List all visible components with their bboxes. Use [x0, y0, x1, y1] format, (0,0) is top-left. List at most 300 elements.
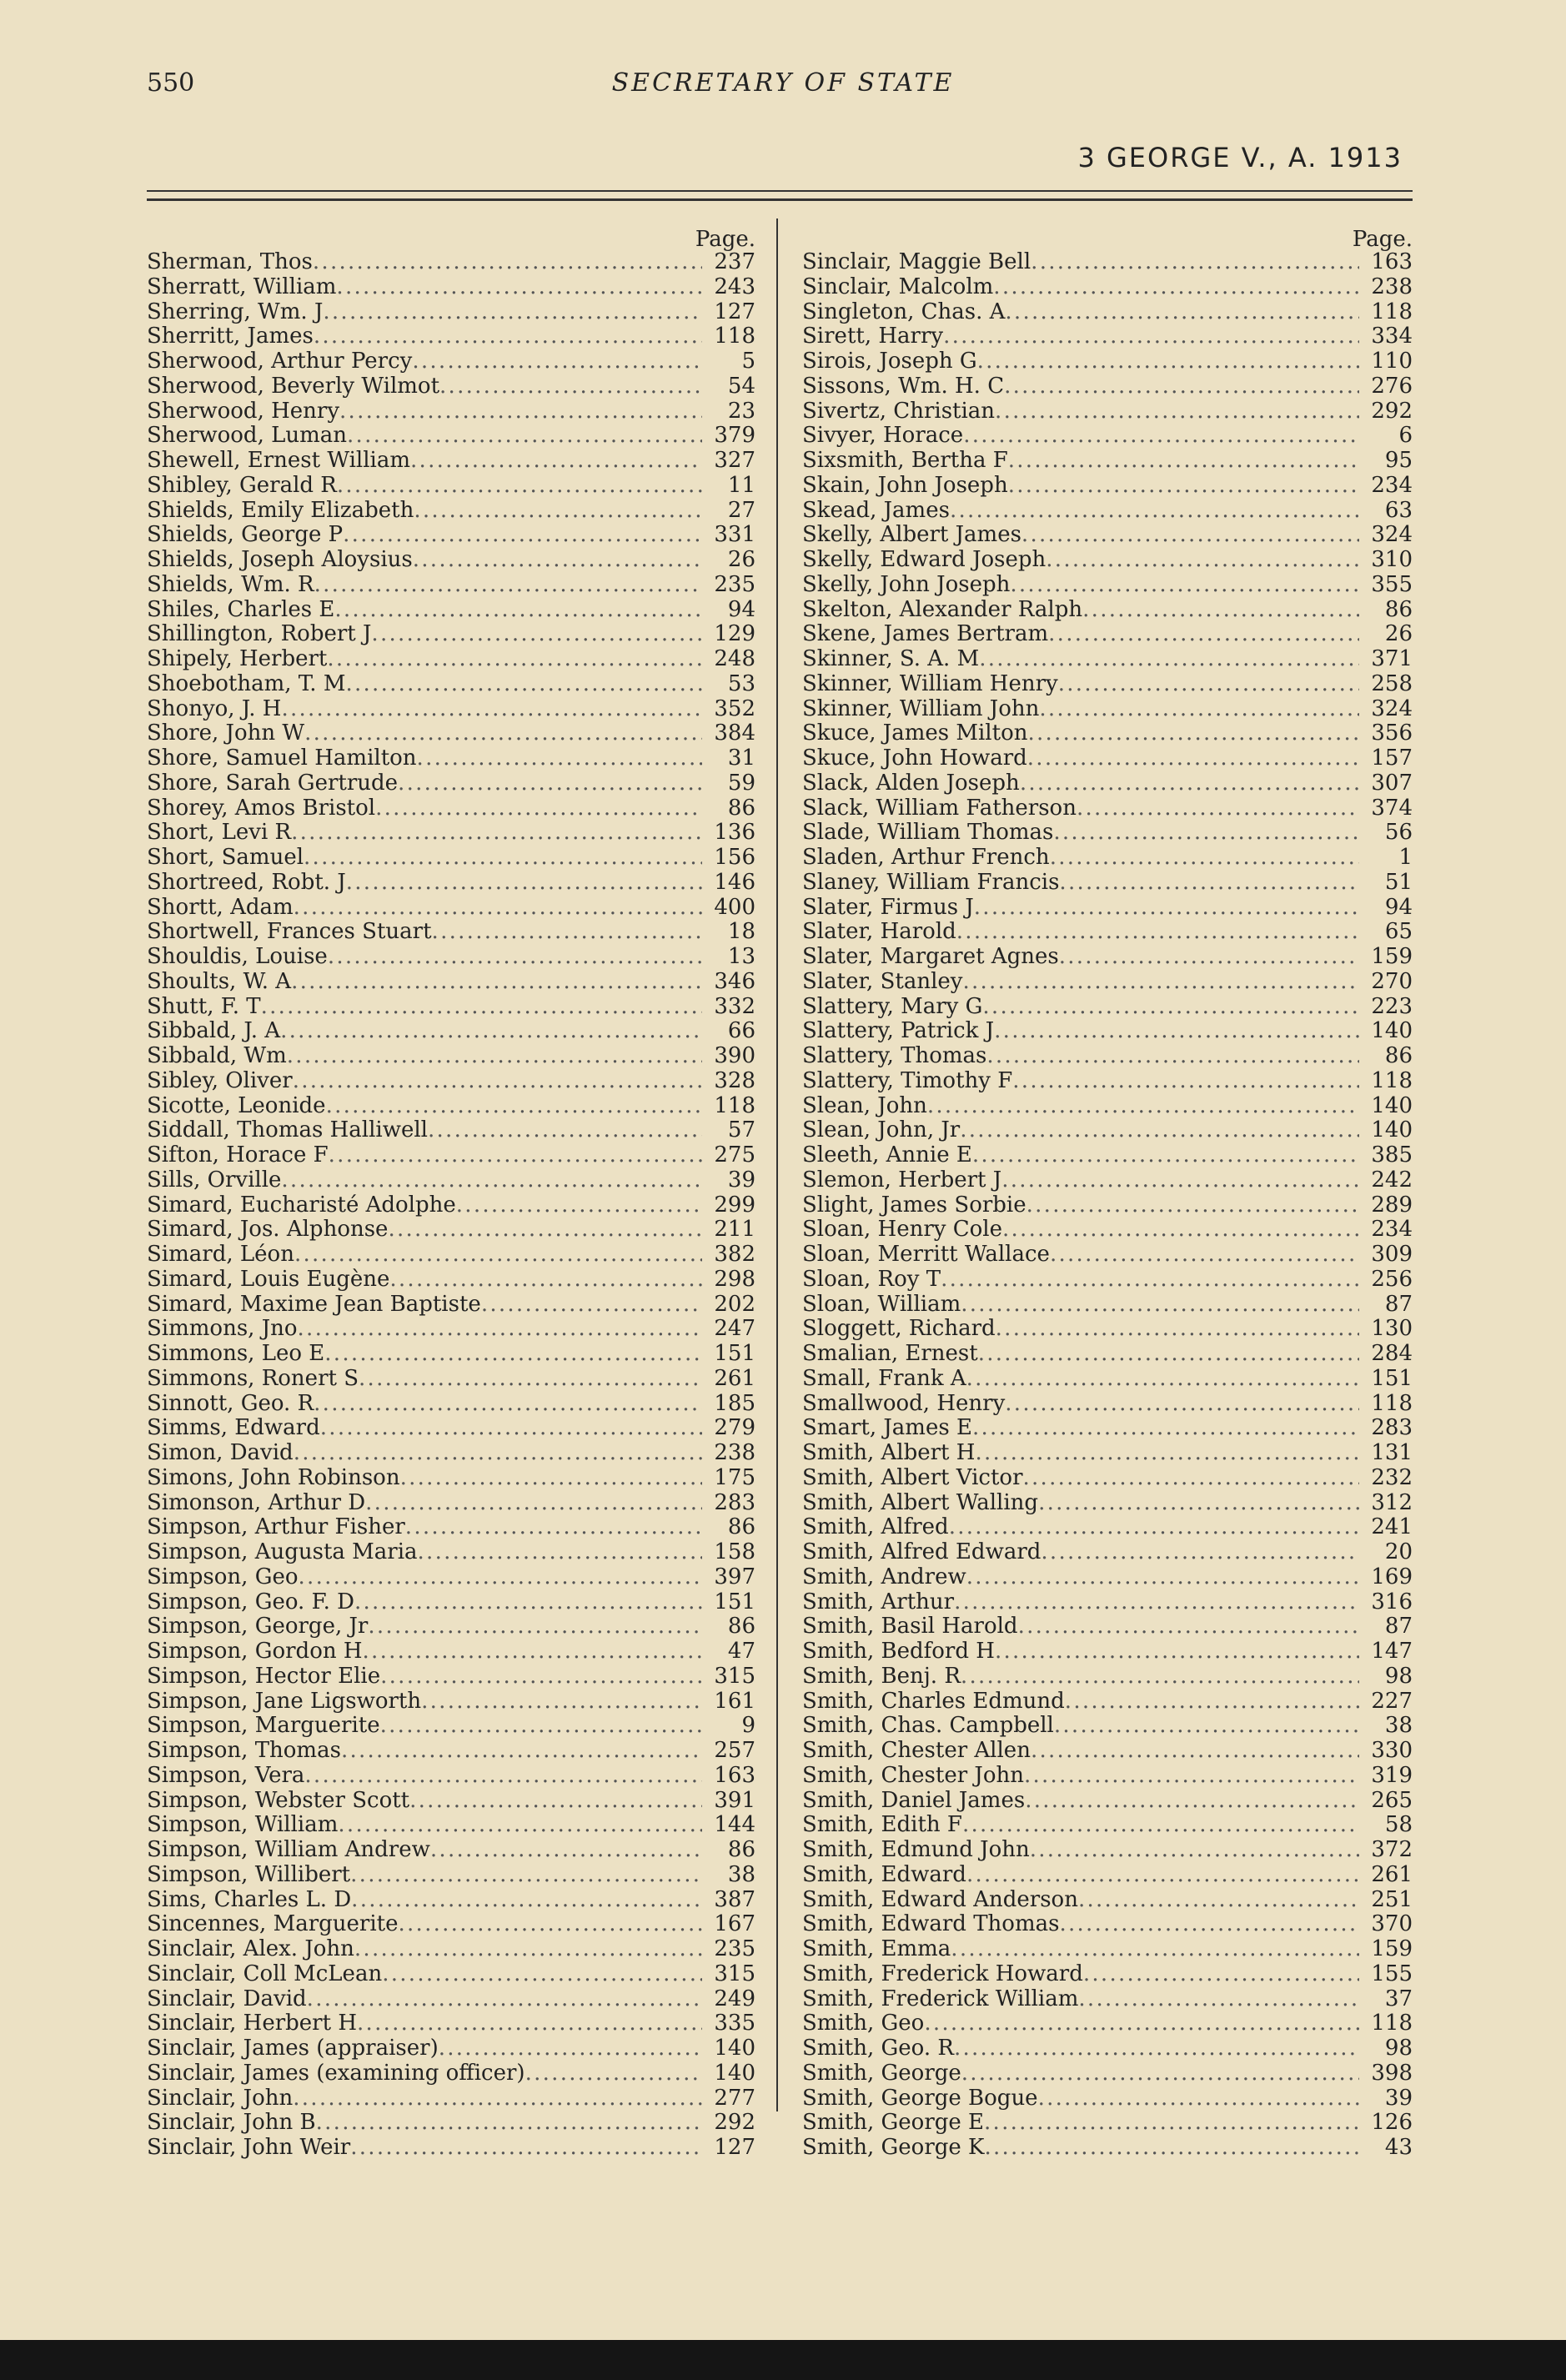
entry-name: Smart, James E [802, 1415, 972, 1441]
entry-page: 131 [1371, 1440, 1413, 1465]
leader-dots [1005, 300, 1359, 325]
entry-name: Shields, Wm. R [147, 571, 314, 597]
entry-name: Skelly, John Joseph [802, 571, 1011, 597]
entry-page: 118 [714, 1092, 755, 1118]
index-entry [147, 821, 755, 846]
entry-name: Slean, John, Jr [802, 1117, 961, 1143]
entry-name: Sinclair, Alex. John [147, 1936, 354, 1961]
leader-dots [1053, 821, 1359, 846]
index-entry [147, 2061, 755, 2086]
leader-dots [432, 920, 702, 945]
header-rule-double [147, 198, 1413, 201]
entry-page: 87 [1384, 1291, 1413, 1317]
leader-dots [966, 1367, 1359, 1392]
index-entry [147, 1293, 755, 1318]
entry-name: Smith, Frederick Howard [802, 1961, 1083, 1986]
entry-name: Shouldis, Louise [147, 944, 328, 969]
entry-name: Sicotte, Leonide [147, 1092, 326, 1118]
entry-name: Simpson, George, Jr [147, 1614, 369, 1639]
leader-dots [1005, 1392, 1359, 1417]
index-entry [147, 1019, 755, 1044]
index-entry [802, 2061, 1413, 2086]
entry-name: Sibley, Oliver [147, 1067, 293, 1093]
index-entry [147, 449, 755, 474]
entry-page: 146 [714, 869, 755, 895]
index-entry [147, 1714, 755, 1739]
entry-name: Simmons, Leo E [147, 1341, 325, 1366]
entry-name: Simpson, Vera [147, 1762, 305, 1788]
entry-name: Sloggett, Richard [802, 1316, 996, 1342]
entry-name: Slattery, Mary G [802, 993, 983, 1019]
entry-page: 58 [1384, 1812, 1413, 1838]
index-entry [147, 1193, 755, 1218]
leader-dots [418, 1540, 702, 1565]
entry-name: Skead, James [802, 497, 950, 523]
entry-page: 292 [714, 2110, 755, 2136]
entry-page: 242 [1371, 1167, 1413, 1193]
entry-name: Simpson, Hector Elie [147, 1663, 381, 1689]
entry-name: Smith, Edward Anderson [802, 1886, 1078, 1912]
leader-dots [1050, 846, 1359, 871]
entry-page: 265 [1371, 1787, 1413, 1813]
index-entry [147, 1392, 755, 1417]
entry-page: 270 [1371, 968, 1413, 994]
entry-name: Sirois, Joseph G [802, 349, 977, 374]
entry-page: 256 [1371, 1266, 1413, 1292]
entry-page: 232 [1371, 1464, 1413, 1490]
entry-name: Sherratt, William [147, 274, 337, 299]
leader-dots [1020, 771, 1359, 796]
index-column-left [147, 227, 755, 2161]
entry-name: Simon, David [147, 1440, 294, 1465]
entry-name: Skene, James Bertram [802, 621, 1049, 647]
entry-page: 144 [714, 1812, 755, 1838]
index-entry [802, 1168, 1413, 1193]
entry-page: 158 [714, 1539, 755, 1564]
leader-dots [972, 1143, 1359, 1168]
entry-name: Smith, Andrew [802, 1564, 966, 1589]
entry-page: 292 [1371, 398, 1413, 424]
leader-dots [382, 1962, 702, 1987]
entry-name: Slack, Alden Joseph [802, 770, 1020, 796]
entry-page: 86 [727, 795, 755, 821]
index-entry [802, 2136, 1413, 2161]
entry-name: Sloan, Merritt Wallace [802, 1242, 1050, 1267]
entry-name: Smith, George K [802, 2135, 985, 2160]
index-entry [802, 1118, 1413, 1143]
entry-name: Simpson, Marguerite [147, 1713, 380, 1739]
entry-name: Slattery, Patrick J [802, 1018, 995, 1044]
entry-page: 283 [1371, 1415, 1413, 1441]
entry-page: 324 [1371, 695, 1413, 721]
leader-dots [949, 1515, 1359, 1540]
entry-name: Sladen, Arthur French [802, 845, 1050, 870]
entry-name: Simard, Léon [147, 1242, 294, 1267]
entry-name: Simard, Eucharisté Adolphe [147, 1192, 456, 1218]
leader-dots [313, 250, 702, 275]
index-entry [147, 1367, 755, 1392]
entry-page: 51 [1384, 869, 1413, 895]
leader-dots [1038, 1491, 1359, 1516]
entry-name: Simmons, Ronert S [147, 1365, 359, 1391]
entry-page: 238 [714, 1440, 755, 1465]
leader-dots [481, 1293, 702, 1318]
entry-page: 237 [714, 249, 755, 274]
entry-page: 161 [714, 1688, 755, 1714]
session-heading: 3 GEORGE V., A. 1913 [1077, 142, 1403, 173]
leader-dots [324, 1342, 702, 1367]
entry-name: Smith, Arthur [802, 1589, 955, 1614]
leader-dots [986, 1044, 1359, 1069]
leader-dots [298, 1317, 702, 1342]
leader-dots [982, 995, 1359, 1020]
index-entry [802, 1515, 1413, 1540]
entry-name: Smith, Edith F [802, 1812, 962, 1838]
entry-page: 356 [1371, 721, 1413, 746]
leader-dots [1002, 1218, 1359, 1243]
scan-edge [0, 2340, 1566, 2380]
leader-dots [927, 1094, 1359, 1119]
entry-page: 346 [714, 968, 755, 994]
entry-name: Simpson, Geo [147, 1564, 299, 1589]
leader-dots [304, 846, 702, 871]
entry-name: Smith, Geo. R [802, 2036, 954, 2061]
entry-page: 37 [1384, 1986, 1413, 2011]
index-entry [147, 771, 755, 796]
entry-page: 319 [1371, 1762, 1413, 1788]
index-entry [802, 796, 1413, 821]
entry-name: Sincennes, Marguerite [147, 1911, 399, 1937]
leader-dots [1038, 2086, 1359, 2111]
leader-dots [307, 1987, 702, 2012]
entry-name: Sherwood, Beverly Wilmot [147, 373, 440, 399]
page-column-label: Page. [695, 227, 755, 252]
index-entry [802, 1317, 1413, 1342]
index-entry [802, 2011, 1413, 2036]
leader-dots [281, 697, 702, 722]
entry-name: Slater, Firmus J [802, 894, 974, 920]
leader-dots [334, 598, 702, 623]
index-entry [147, 1243, 755, 1268]
leader-dots [398, 1912, 702, 1937]
entry-name: Sinclair, James (examining officer) [147, 2060, 525, 2086]
entry-name: Skelly, Albert James [802, 522, 1021, 548]
entry-page: 157 [1371, 746, 1413, 771]
index-column-right [802, 227, 1413, 2161]
leader-dots [974, 896, 1359, 921]
entry-name: Smith, George [802, 2060, 961, 2086]
entry-name: Smith, Chas. Campbell [802, 1713, 1054, 1739]
entry-name: Smith, Albert Walling [802, 1489, 1039, 1515]
entry-name: Shillington, Robert J [147, 621, 372, 647]
entry-name: Sirett, Harry [802, 324, 944, 349]
entry-name: Sims, Charles L. D [147, 1886, 352, 1912]
index-entry [147, 1863, 755, 1888]
entry-name: Simpson, Gordon H [147, 1639, 363, 1664]
index-entry [147, 1838, 755, 1863]
leader-dots [972, 1416, 1359, 1441]
entry-name: Sloan, William [802, 1291, 961, 1317]
leader-dots [1004, 374, 1359, 399]
leader-dots [1065, 1690, 1359, 1715]
entry-page: 65 [1384, 919, 1413, 945]
entry-name: Skain, John Joseph [802, 472, 1008, 498]
entry-name: Shonyo, J. H [147, 695, 282, 721]
index-entry [147, 1912, 755, 1937]
entry-page: 86 [727, 1614, 755, 1639]
index-entry [802, 1491, 1413, 1516]
entry-page: 151 [714, 1341, 755, 1366]
leader-dots [409, 1789, 702, 1814]
entry-name: Sherritt, James [147, 324, 314, 349]
entry-name: Sherwood, Henry [147, 398, 340, 424]
leader-dots [1083, 1962, 1359, 1987]
entry-page: 163 [714, 1762, 755, 1788]
index-entry [802, 1019, 1413, 1044]
leader-dots [966, 1565, 1359, 1590]
index-entry [802, 945, 1413, 970]
entry-page: 43 [1384, 2135, 1413, 2160]
entry-page: 400 [714, 894, 755, 920]
column-heading [147, 227, 755, 250]
index-entry [802, 1987, 1413, 2012]
index-entry [802, 1937, 1413, 1962]
leader-dots [961, 2061, 1359, 2086]
entry-page: 235 [714, 571, 755, 597]
entry-page: 39 [1384, 2085, 1413, 2111]
entry-name: Simpson, Willibert [147, 1861, 351, 1887]
entry-page: 66 [727, 1018, 755, 1044]
entry-name: Simpson, Jane Ligsworth [147, 1688, 422, 1714]
entry-name: Shore, Samuel Hamilton [147, 746, 417, 771]
leader-dots [1030, 1838, 1359, 1863]
entry-page: 316 [1371, 1589, 1413, 1614]
entry-name: Sills, Orville [147, 1167, 282, 1193]
leader-dots [337, 474, 702, 499]
index-entry [147, 746, 755, 771]
entry-name: Simpson, Augusta Maria [147, 1539, 418, 1564]
leader-dots [316, 2111, 702, 2136]
leader-dots [525, 2061, 702, 2086]
leader-dots [1027, 746, 1359, 771]
leader-dots [428, 1118, 702, 1143]
leader-dots [956, 920, 1359, 945]
entry-page: 243 [714, 274, 755, 299]
index-entry [147, 324, 755, 349]
index-entry [802, 523, 1413, 548]
index-entry [147, 920, 755, 945]
index-entry [147, 1639, 755, 1664]
entry-name: Smith, Daniel James [802, 1787, 1026, 1813]
leader-dots [412, 349, 702, 374]
leader-dots [261, 995, 702, 1020]
index-entry [147, 1590, 755, 1615]
index-entry [802, 1764, 1413, 1789]
entry-page: 118 [1371, 2011, 1413, 2036]
leader-dots [380, 1664, 702, 1690]
leader-dots [941, 1268, 1359, 1293]
leader-dots [978, 1342, 1359, 1367]
entry-page: 86 [727, 1837, 755, 1862]
entry-page: 241 [1371, 1514, 1413, 1540]
entry-page: 167 [714, 1911, 755, 1937]
index-entry [147, 1168, 755, 1193]
leader-dots [1059, 1912, 1359, 1937]
leader-dots [346, 871, 702, 896]
leader-dots [327, 647, 702, 672]
entry-page: 140 [714, 2036, 755, 2061]
leader-dots [389, 1268, 702, 1293]
index-entry [802, 324, 1413, 349]
entry-name: Sinnott, Geo. R [147, 1390, 314, 1416]
entry-name: Skuce, James Milton [802, 721, 1028, 746]
entry-page: 327 [714, 448, 755, 473]
index-entry [802, 1863, 1413, 1888]
entry-name: Shields, George P [147, 522, 344, 548]
leader-dots [1008, 449, 1359, 474]
entry-page: 390 [714, 1043, 755, 1068]
index-entry [802, 1367, 1413, 1392]
leader-dots [954, 2036, 1359, 2061]
entry-name: Siddall, Thomas Halliwell [147, 1117, 428, 1143]
index-entry [802, 1813, 1413, 1838]
index-entry [147, 399, 755, 424]
leader-dots [410, 449, 702, 474]
index-entry [147, 1069, 755, 1094]
entry-page: 251 [1371, 1886, 1413, 1912]
entry-page: 9 [741, 1713, 755, 1739]
entry-page: 331 [714, 522, 755, 548]
entry-page: 38 [727, 1861, 755, 1887]
leader-dots [1024, 1764, 1359, 1789]
index-entry [802, 2086, 1413, 2111]
entry-page: 370 [1371, 1911, 1413, 1937]
index-entry [147, 721, 755, 746]
index-entry [802, 1912, 1413, 1937]
index-entry [802, 1094, 1413, 1119]
index-entry [802, 647, 1413, 672]
leader-dots [354, 1590, 702, 1615]
entry-page: 130 [1371, 1316, 1413, 1342]
index-entry [802, 721, 1413, 746]
entry-page: 140 [1371, 1117, 1413, 1143]
index-entry [147, 1764, 755, 1789]
index-entry [147, 573, 755, 598]
index-entry [802, 374, 1413, 399]
entry-name: Shore, Sarah Gertrude [147, 770, 399, 796]
entry-name: Simpson, Arthur Fisher [147, 1514, 405, 1540]
entry-name: Shiles, Charles E [147, 596, 335, 622]
entry-page: 13 [727, 944, 755, 969]
entry-name: Slack, William Fatherson [802, 795, 1077, 821]
index-entry [802, 1069, 1413, 1094]
entry-page: 26 [727, 547, 755, 572]
index-entry [147, 2086, 755, 2111]
index-entry [802, 1243, 1413, 1268]
entry-name: Simpson, Thomas [147, 1738, 341, 1763]
leader-dots [388, 1218, 702, 1243]
leader-dots [439, 2036, 702, 2061]
index-entry [802, 1218, 1413, 1243]
index-entry [147, 622, 755, 647]
index-entry [802, 275, 1413, 300]
entry-page: 6 [1398, 423, 1413, 449]
leader-dots [966, 1863, 1359, 1888]
entry-page: 352 [714, 695, 755, 721]
leader-dots [329, 1143, 702, 1168]
leader-dots [951, 1937, 1359, 1962]
entry-page: 372 [1371, 1837, 1413, 1862]
index-entry [802, 1044, 1413, 1069]
entry-name: Sherwood, Luman [147, 423, 348, 449]
index-entry [802, 846, 1413, 871]
leader-dots [1046, 548, 1359, 573]
entry-name: Short, Levi R [147, 820, 292, 846]
entry-page: 382 [714, 1242, 755, 1267]
index-entry [147, 846, 755, 871]
entry-name: Slater, Harold [802, 919, 956, 945]
entry-name: Simard, Jos. Alphonse [147, 1217, 389, 1243]
leader-dots [1018, 1614, 1359, 1639]
leader-dots [398, 771, 702, 796]
index-entry [147, 1044, 755, 1069]
entry-name: Slater, Stanley [802, 968, 963, 994]
entry-name: Shoebotham, T. M [147, 670, 346, 696]
index-entry [147, 1094, 755, 1119]
leader-dots [994, 1019, 1359, 1044]
entry-page: 309 [1371, 1242, 1413, 1267]
leader-dots [343, 523, 702, 548]
entry-page: 258 [1371, 670, 1413, 696]
entry-page: 387 [714, 1886, 755, 1912]
leader-dots [357, 2011, 702, 2036]
index-entry [147, 2136, 755, 2161]
entry-page: 312 [1371, 1489, 1413, 1515]
index-entry [147, 1690, 755, 1715]
entry-page: 223 [1371, 993, 1413, 1019]
entry-page: 54 [727, 373, 755, 399]
index-entry [147, 1739, 755, 1764]
entry-name: Sinclair, John Weir [147, 2135, 351, 2160]
entry-name: Slean, John [802, 1092, 927, 1118]
leader-dots [351, 1888, 702, 1913]
leader-dots [996, 1317, 1359, 1342]
leader-dots [995, 1639, 1359, 1664]
leader-dots [950, 499, 1359, 524]
entry-page: 1 [1398, 845, 1413, 870]
entry-name: Slade, William Thomas [802, 820, 1054, 846]
entry-page: 330 [1371, 1738, 1413, 1763]
entry-page: 234 [1371, 1217, 1413, 1243]
entry-page: 315 [714, 1961, 755, 1986]
index-entry [147, 275, 755, 300]
leader-dots [350, 2136, 702, 2161]
entry-name: Slemon, Herbert J [802, 1167, 1002, 1193]
leader-dots [963, 424, 1359, 449]
index-entry [802, 1888, 1413, 1913]
index-entry [802, 2111, 1413, 2136]
index-entry [147, 250, 755, 275]
entry-name: Smith, Albert H [802, 1440, 976, 1465]
entry-name: Smith, Edward Thomas [802, 1911, 1060, 1937]
index-entry [802, 871, 1413, 896]
leader-dots [984, 2136, 1359, 2161]
entry-name: Skelton, Alexander Ralph [802, 596, 1083, 622]
leader-dots [1058, 672, 1359, 697]
entry-name: Smith, Charles Edmund [802, 1688, 1065, 1714]
entry-name: Sixsmith, Bertha F [802, 448, 1008, 473]
entry-page: 374 [1371, 795, 1413, 821]
